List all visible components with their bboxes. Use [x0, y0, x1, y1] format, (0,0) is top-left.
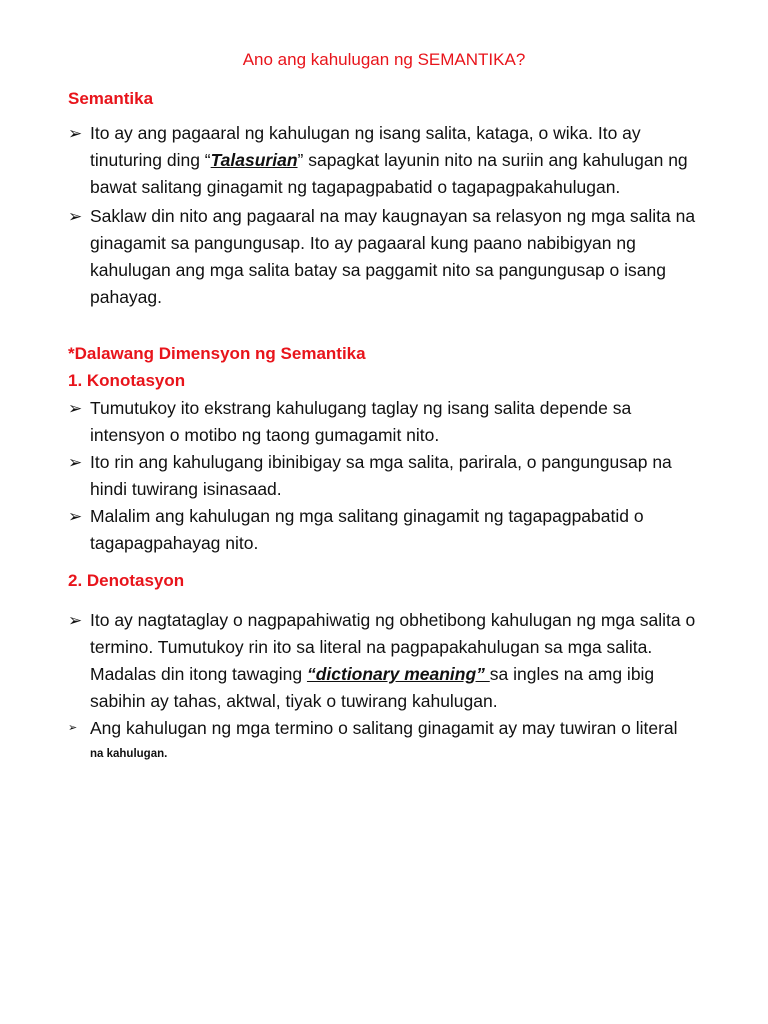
list-item-text: Ito ay ang pagaaral ng kahulugan ng isang salita, kataga, o wika. Ito ay tinuturing ding “Talasurian” sapagkat layunin nito na suriin ang kahulugan ng bawat salitang ginagamit ng tagapagpabatid o tagapagpakahulugan.	[90, 123, 688, 197]
arrow-bullet-icon: ➢	[68, 207, 83, 226]
list-item	[68, 120, 708, 201]
section-heading-semantika: Semantika	[68, 89, 154, 108]
list-item-text: Malalim ang kahulugan ng mga salitang ginagamit ng tagapagpabatid o tagapagpahayag nito.	[90, 506, 644, 553]
section-heading-dimensyon: *Dalawang Dimensyon ng Semantika	[68, 344, 366, 363]
arrow-bullet-icon: ➢	[68, 399, 83, 418]
list-item-text: Tumutukoy ito ekstrang kahulugang taglay ng isang salita depende sa intensyon o motibo ng taong gumagamit nito.	[90, 398, 632, 445]
arrow-bullet-icon: ➢	[68, 722, 78, 734]
list-item-text: Ito ay nagtataglay o nagpapahiwatig ng obhetibong kahulugan ng mga salita o termino. Tumutukoy rin ito sa literal na pagpapakahulugan sa mga salita. Madalas din itong tawaging “dictionary meaning” sa ingles na amg ibig sabihin ay tahas, aktwal, tiyak o tuwirang kahulugan.	[90, 610, 696, 711]
list-item	[68, 203, 708, 311]
list-item	[68, 503, 708, 557]
arrow-bullet-icon: ➢	[68, 453, 83, 472]
list-item-tail: na kahulugan.	[90, 748, 168, 760]
list-item-text: Saklaw din nito ang pagaaral na may kaugnayan sa relasyon ng mga salita na ginagamit sa pangungusap. Ito ay pagaaral kung paano nabibigyan ng kahulugan ang mga salita batay sa paggamit nito sa pangungusap o isang pahayag.	[90, 206, 696, 307]
list-item	[68, 715, 708, 764]
list-item	[68, 607, 708, 715]
subheading-konotasyon: 1. Konotasyon	[68, 371, 186, 390]
arrow-bullet-icon: ➢	[68, 611, 83, 630]
arrow-bullet-icon: ➢	[68, 124, 83, 143]
list-item-text: Ito rin ang kahulugang ibinibigay sa mga salita, parirala, o pangungusap na hindi tuwirang isinasaad.	[90, 452, 672, 499]
list-item	[68, 395, 708, 449]
subheading-denotasyon: 2. Denotasyon	[68, 571, 185, 590]
list-item-text: Ang kahulugan ng mga termino o salitang ginagamit ay may tuwiran o literal na kahulugan.	[90, 715, 708, 764]
emphasized-term: “dictionary meaning”	[306, 664, 490, 684]
emphasized-term: Talasurian	[210, 150, 298, 170]
list-item	[68, 449, 708, 503]
arrow-bullet-icon: ➢	[68, 507, 83, 526]
document-title: Ano ang kahulugan ng SEMANTIKA?	[242, 50, 526, 69]
